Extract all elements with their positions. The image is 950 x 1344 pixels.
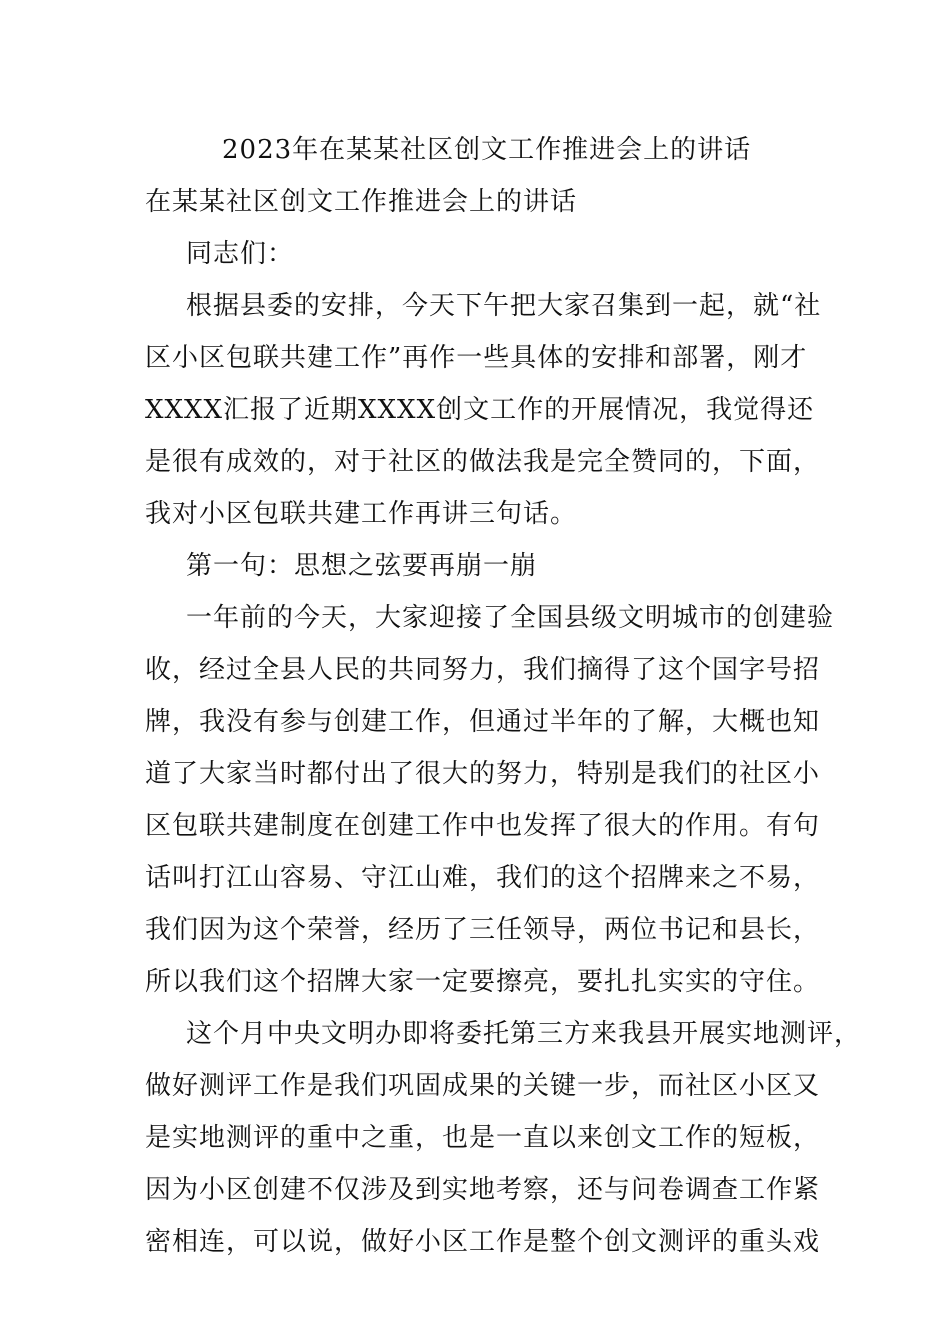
paragraph-line: 话叫打江山容易、守江山难，我们的这个招牌来之不易， — [145, 863, 821, 893]
paragraph-line: 我们因为这个荣誉，经历了三任领导，两位书记和县长， — [145, 915, 821, 945]
salutation-line: 同志们： — [186, 239, 295, 269]
paragraph-line: 牌，我没有参与创建工作，但通过半年的了解，大概也知 — [145, 707, 821, 737]
paragraph-line: 做好测评工作是我们巩固成果的关键一步，而社区小区又 — [145, 1071, 821, 1101]
paragraph-line: 区小区包联共建工作”再作一些具体的安排和部署，刚才 — [145, 343, 808, 373]
paragraph-line: 道了大家当时都付出了很大的努力，特别是我们的社区小 — [145, 759, 821, 789]
section-heading: 第一句：思想之弦要再崩一崩 — [186, 551, 538, 581]
subtitle-line: 在某某社区创文工作推进会上的讲话 — [145, 187, 578, 217]
paragraph-line: 是很有成效的，对于社区的做法我是完全赞同的，下面， — [145, 447, 821, 477]
paragraph-line: 收，经过全县人民的共同努力，我们摘得了这个国字号招 — [145, 655, 821, 685]
paragraph-line: XXXX汇报了近期XXXX创文工作的开展情况，我觉得还 — [145, 395, 815, 425]
paragraph-line: 是实地测评的重中之重，也是一直以来创文工作的短板， — [145, 1123, 821, 1153]
paragraph-line: 这个月中央文明办即将委托第三方来我县开展实地测评， — [186, 1019, 862, 1049]
paragraph-line: 所以我们这个招牌大家一定要擦亮，要扎扎实实的守住。 — [145, 967, 821, 997]
document-title: 2023年在某某社区创文工作推进会上的讲话 — [222, 135, 752, 165]
paragraph-line: 根据县委的安排，今天下午把大家召集到一起，就“社 — [186, 291, 822, 321]
paragraph-line: 密相连，可以说，做好小区工作是整个创文测评的重头戏 — [145, 1227, 821, 1257]
paragraph-line: 区包联共建制度在创建工作中也发挥了很大的作用。有句 — [145, 811, 821, 841]
paragraph-line: 因为小区创建不仅涉及到实地考察，还与问卷调查工作紧 — [145, 1175, 821, 1205]
paragraph-line: 我对小区包联共建工作再讲三句话。 — [145, 499, 578, 529]
paragraph-line: 一年前的今天，大家迎接了全国县级文明城市的创建验 — [186, 603, 835, 633]
